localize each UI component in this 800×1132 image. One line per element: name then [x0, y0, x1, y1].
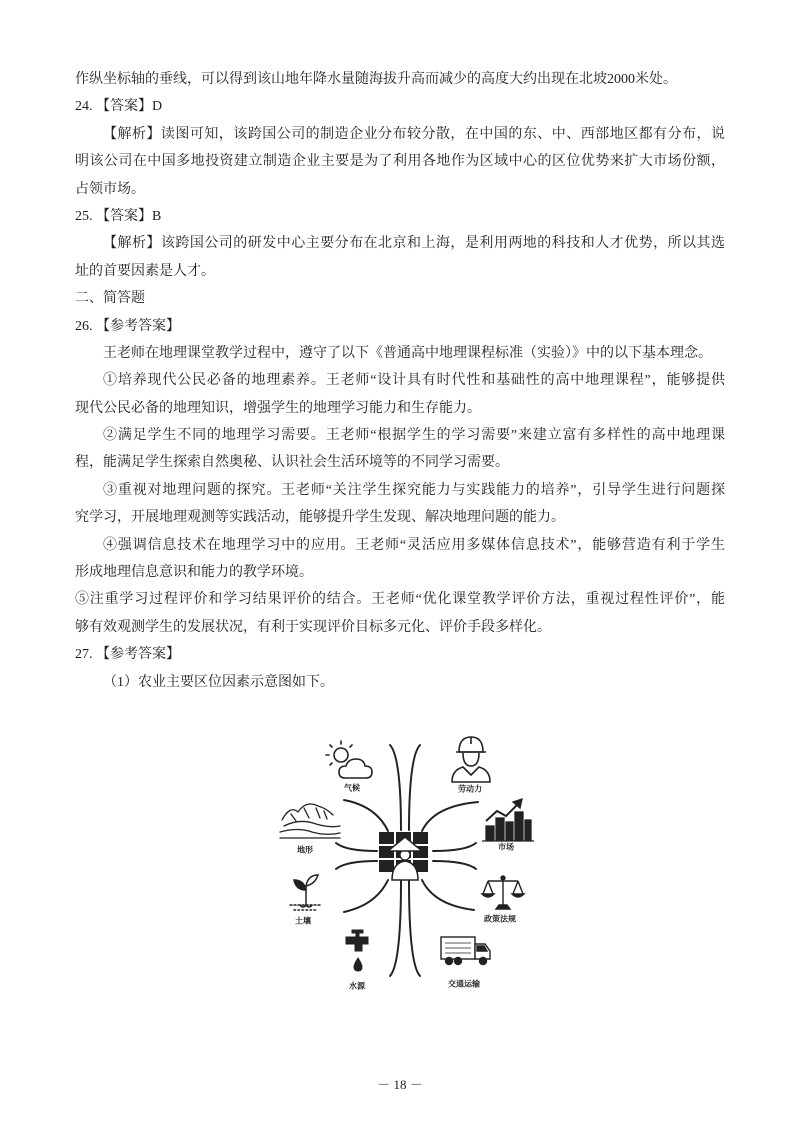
q26-point-line: ⑤注重学习过程评价和学习结果评价的结合。王老师“优化课堂教学评价方法，重视过程性评价”，能	[75, 592, 725, 608]
factor-label-labor: 劳动力	[458, 784, 482, 794]
agriculture-location-factors-diagram	[260, 730, 550, 1000]
q26-point-line: 形成地理信息意识和能力的教学环境。	[75, 565, 313, 581]
q26-point-line: 够有效观测学生的发展状况，有利于实现评价目标多元化、评价手段多样化。	[75, 619, 551, 635]
q26-point-line: ③重视对地理问题的探究。王老师“关注学生探究能力与实践能力的培养”，引导学生进行问题探	[103, 482, 725, 498]
q25-analysis-line: 【解析】该跨国公司的研发中心主要分布在北京和上海，是利用两地的科技和人才优势，所以其选	[103, 236, 725, 252]
factor-label-climate: 气候	[344, 783, 360, 793]
page-number: － 18 －	[377, 1077, 423, 1092]
panel-cell	[379, 832, 394, 844]
farmer-solar-panel-icon	[379, 832, 428, 880]
landscape-icon	[280, 804, 340, 838]
connector-line	[344, 880, 388, 912]
q24-analysis-line: 占领市场。	[75, 181, 145, 197]
factor-label-terrain: 地形	[297, 845, 313, 855]
factor-label-market: 市场	[498, 842, 514, 852]
sun-cloud-icon	[326, 741, 372, 778]
sprout-icon	[290, 875, 322, 910]
q24-answer-line	[75, 93, 725, 120]
connector-line	[433, 861, 476, 869]
faucet-icon	[346, 930, 368, 971]
q24-analysis-line: 明该公司在中国多地投资建立制造企业主要是为了利用各地作为区域中心的区位优势来扩大市场份额，	[75, 154, 725, 170]
q25-analysis-line: 址的首要因素是人才。	[75, 263, 215, 279]
q24-analysis-line: 【解析】读图可知，该跨国公司的制造企业分布较分散，在中国的东、中、西部地区都有分布，说	[103, 126, 725, 142]
worker-icon	[452, 737, 490, 782]
connector-line	[409, 881, 420, 976]
q26-point-line: ②满足学生不同的地理学习需要。王老师“根据学生的学习需要”来建立富有多样性的高中地理课	[103, 428, 725, 444]
connector-line	[433, 843, 476, 851]
connector-line	[336, 861, 377, 869]
factor-label-soil: 土壤	[295, 916, 311, 926]
document-body	[75, 66, 725, 696]
q26-point-line: 现代公民必备的地理知识，增强学生的地理学习能力和生存能力。	[75, 400, 481, 416]
q25-answer-line	[75, 203, 725, 230]
q25-answer: 【答案】B	[96, 208, 162, 224]
q25-number: 25.	[75, 208, 93, 224]
q26-point-line: ①培养现代公民必备的地理素养。王老师“设计具有时代性和基础性的高中地理课程”，能够提供	[103, 373, 725, 389]
q27-number: 27.	[75, 647, 93, 663]
q26-number: 26.	[75, 318, 93, 334]
connector-line	[422, 802, 478, 831]
connector-line	[390, 745, 401, 830]
q26-intro: 王老师在地理课堂教学过程中，遵守了以下《普通高中地理课程标准（实验）》中的以下基本理念。	[103, 345, 712, 361]
q24-answer: 【答案】D	[96, 99, 163, 115]
q27-answer-line	[75, 641, 725, 668]
q26-answer: 【参考答案】	[96, 318, 180, 334]
connector-line	[344, 800, 388, 831]
connector-line	[336, 843, 377, 851]
panel-cell	[379, 860, 394, 872]
factor-label-water: 水源	[349, 981, 365, 991]
connector-line	[409, 745, 420, 830]
q26-point-line: 究学习，开展地理观测等实践活动，能够提升学生发现、解决地理问题的能力。	[75, 510, 565, 526]
continuation-line: 作纵坐标轴的垂线，可以得到该山地年降水量随海拔升高而减少的高度大约出现在北坡2000米处。	[75, 72, 677, 87]
balance-scale-icon	[482, 876, 524, 909]
section-heading: 二、简答题	[75, 291, 145, 307]
q27-part1: （1）农业主要区位因素示意图如下。	[103, 674, 334, 690]
city-growth-icon	[482, 799, 534, 841]
panel-cell	[413, 832, 428, 844]
connector-line	[390, 881, 401, 976]
factor-label-policy: 政策法规	[484, 914, 516, 924]
q24-number: 24.	[75, 99, 93, 115]
q26-point-line: ④强调信息技术在地理学习中的应用。王老师“灵活应用多媒体信息技术”，能够营造有利于学生	[103, 537, 725, 553]
truck-icon	[441, 937, 490, 965]
q26-answer-line	[75, 313, 725, 340]
connector-line	[422, 880, 474, 910]
factor-label-transport: 交通运输	[448, 979, 480, 989]
q27-answer: 【参考答案】	[96, 647, 180, 663]
q26-point-line: 程，能满足学生探索自然奥秘、认识社会生活环境等的不同学习需要。	[75, 455, 509, 471]
